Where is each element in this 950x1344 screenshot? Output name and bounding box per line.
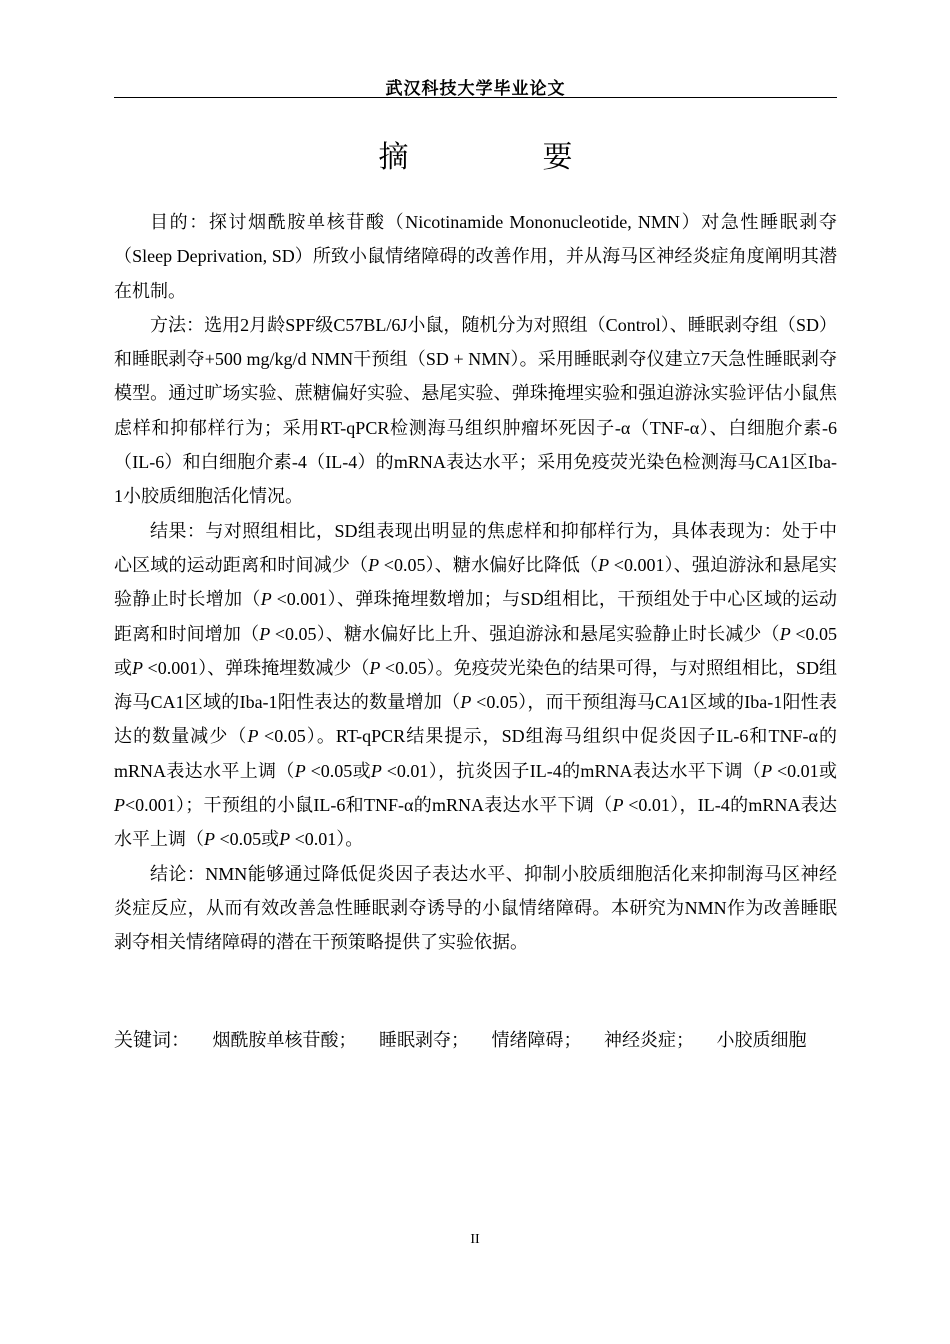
abstract-body: [114, 205, 837, 960]
paragraph-results: 结果：与对照组相比，SD组表现出明显的焦虑样和抑郁样行为，具体表现为：处于中心区域的运动距离和时间减少（P <0.05）、糖水偏好比降低（P <0.001）、强迫游泳和悬尾实验静止时长增加（P <0.001）、弹珠掩埋数增加；与SD组相比，干预组处于中心区域的运动距离和时间增加（P <0.05）、糖水偏好比上升、强迫游泳和悬尾实验静止时长减少（P <0.05或P <0.001）、弹珠掩埋数减少（P <0.05）。免疫荧光染色的结果可得，与对照组相比，SD组海马CA1区域的Iba-1阳性表达的数量增加（P <0.05），而干预组海马CA1区域的Iba-1阳性表达的数量减少（P <0.05）。RT-qPCR结果提示，SD组海马组织中促炎因子IL-6和TNF-α的mRNA表达水平上调（P <0.05或P <0.01），抗炎因子IL-4的mRNA表达水平下调（P <0.01或P<0.001）；干预组的小鼠IL-6和TNF-α的mRNA表达水平下调（P <0.01），IL-4的mRNA表达水平上调（P <0.05或P <0.01）。: [114, 520, 838, 850]
paragraph-methods: 方法：选用2月龄SPF级C57BL/6J小鼠，随机分为对照组（Control）、睡眠剥夺组（SD）和睡眠剥夺+500 mg/kg/d NMN干预组（SD + NMN）。采用睡眠剥夺仪建立7天急性睡眠剥夺模型。通过旷场实验、蔗糖偏好实验、悬尾实验、弹珠掩埋实验和强迫游泳实验评估小鼠焦虑样和抑郁样行为；采用RT-qPCR检测海马组织肿瘤坏死因子-α（TNF-α）、白细胞介素-6（IL-6）和白细胞介素-4（IL-4）的mRNA表达水平；采用免疫荧光染色检测海马CA1区Iba-1小胶质细胞活化情况。: [114, 314, 837, 507]
keywords: [114, 1025, 837, 1055]
header-rule: [114, 97, 837, 98]
keyword-item: 情绪障碍；: [491, 1030, 582, 1050]
keyword-item: 睡眠剥夺；: [379, 1030, 470, 1050]
page-number: II: [470, 1232, 480, 1247]
page-title: 摘 要: [378, 140, 625, 175]
keyword-item: 烟酰胺单核苷酸；: [212, 1030, 357, 1050]
paragraph-purpose: 目的：探讨烟酰胺单核苷酸（Nicotinamide Mononucleotide, NMN）对急性睡眠剥夺（Sleep Deprivation, SD）所致小鼠情绪障碍的改善作用，并从海马区神经炎症角度阐明其潜在机制。: [114, 212, 837, 301]
running-header: 武汉科技大学毕业论文: [385, 79, 566, 99]
paragraph-conclusion: 结论：NMN能够通过降低促炎因子表达水平、抑制小胶质细胞活化来抑制海马区神经炎症反应，从而有效改善急性睡眠剥夺诱导的小鼠情绪障碍。本研究为NMN作为改善睡眠剥夺相关情绪障碍的潜在干预策略提供了实验依据。: [114, 863, 837, 953]
keywords-label: 关键词：: [114, 1029, 191, 1051]
keyword-item: 小胶质细胞: [716, 1030, 807, 1050]
keyword-item: 神经炎症；: [604, 1030, 695, 1050]
